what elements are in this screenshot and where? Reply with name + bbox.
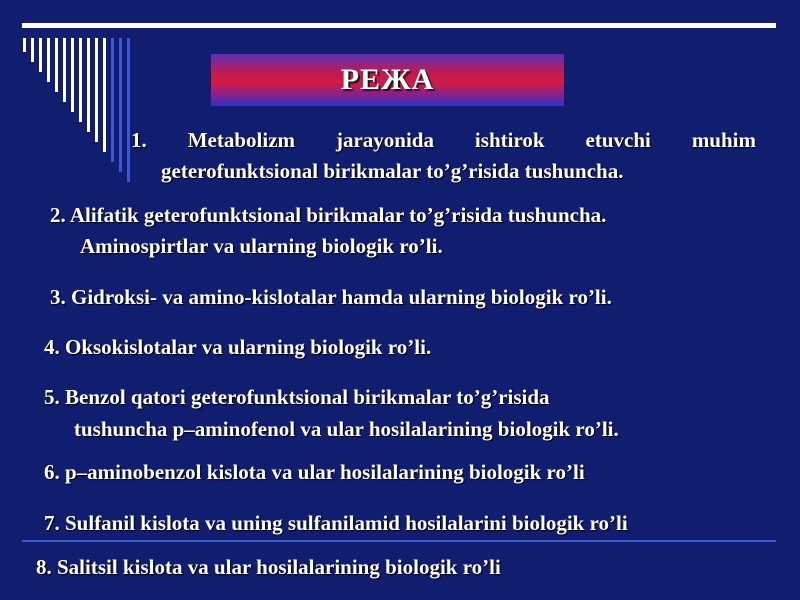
list-item-1-line-2: geterofunktsional birikmalar to’g’risida tushuncha. xyxy=(161,159,624,183)
list-item-4: 4. Oksokislotalar va ularning biologik ro’li. xyxy=(44,335,432,359)
list-item-7: 7. Sulfanil kislota va uning sulfanilamid hosilalarini biologik ro’li xyxy=(44,511,628,535)
list-item-3: 3. Gidroksi- va amino-kislotalar hamda ularning biologik ro’li. xyxy=(50,285,612,309)
bottom-rule xyxy=(22,540,776,542)
title-box xyxy=(211,54,564,106)
top-rule xyxy=(22,23,776,28)
list-item-2-line-2: Aminospirtlar va ularning biologik ro’li. xyxy=(80,234,443,258)
list-item-5-line-2: tushuncha p–aminofenol va ular hosilalarining biologik ro’li. xyxy=(74,417,619,441)
list-item-8: 8. Salitsil kislota va ular hosilalarining biologik ro’li xyxy=(36,555,501,579)
list-item-6: 6. p–aminobenzol kislota va ular hosilalarining biologik ro’li xyxy=(44,460,585,484)
list-item-1-line-1: 1. Metabolizm jarayonida ishtirok etuvchi muhim xyxy=(131,128,756,152)
list-item-5-line-1: 5. Benzol qatori geterofunktsional birikmalar to’g’risida xyxy=(44,385,550,409)
list-item-2-line-1: 2. Alifatik geterofunktsional birikmalar to’g’risida tushuncha. xyxy=(50,203,607,227)
slide-title: РЕЖА xyxy=(340,63,435,96)
